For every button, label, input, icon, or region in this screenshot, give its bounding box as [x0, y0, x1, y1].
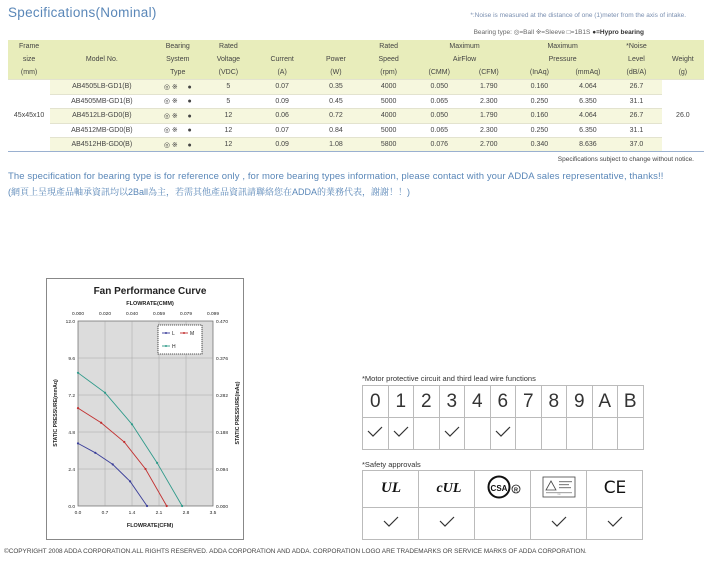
series-point-L: [94, 452, 96, 454]
model-cell: AB4512MB-GD0(B): [50, 123, 153, 138]
model-cell: AB4505LB-GD1(B): [50, 80, 153, 95]
series-point-H: [104, 392, 106, 394]
col-power: Power: [310, 53, 363, 66]
y-tick-label: 9.6: [68, 356, 75, 362]
y-tick-label: 7.2: [68, 393, 75, 399]
col-weight: Weight: [662, 53, 704, 66]
function-code-cell: 9: [567, 386, 593, 418]
copyright-footer: ©COPYRIGHT 2008 ADDA CORPORATION.ALL RIGHTS RESERVED. ADDA CORPORATION AND ADDA. CORPORATION LOGO ARE TRADEMARKS OR SERVICE MARKS OF ADDA CORPORATION.: [4, 548, 587, 555]
y2-tick-label: 0.188: [216, 430, 229, 436]
table-row: 45x45x10 AB4505LB-GD1(B) ◎ ※ ● 5 0.07 0.35 4000 0.050 1.790 0.160 4.064 26.7 26.0: [8, 80, 704, 95]
model-cell: AB4505MB-GD1(B): [50, 94, 153, 109]
top-axis-label: FLOWRATE(CMM): [126, 301, 174, 307]
table-row: AB4505MB-GD1(B) ◎ ※ ● 5 0.09 0.45 5000 0.065 2.300 0.250 6.350 31.1: [8, 94, 704, 109]
legend-label: L: [172, 330, 175, 337]
function-code-cell: 0: [363, 386, 389, 418]
header-row-2: size Model No. System Voltage Current Power Speed AirFlow Pressure Level Weight: [8, 53, 704, 66]
y-tick-label: 0.0: [68, 504, 75, 510]
series-point-L: [77, 442, 79, 444]
ce-icon: [598, 475, 632, 499]
approval-check-cell: [531, 508, 587, 540]
y2-tick-label: 0.094: [216, 467, 229, 473]
bearing-cell: ◎ ※ ●: [154, 109, 203, 124]
bearing-legend-hypro: ●=Hypro bearing: [592, 29, 644, 36]
header-row-3: (mm) Type (VDC) (A) (W) (rpm) (CMM) (CFM) (InAq) (mmAq) (dB/A) (g): [8, 66, 704, 80]
function-check-cell: [490, 418, 516, 450]
series-point-L: [146, 505, 148, 507]
ul-logo-cell: [363, 471, 419, 508]
top-tick-label: 0.020: [98, 312, 112, 317]
top-tick-label: 0.040: [125, 312, 139, 317]
chart-legend: [158, 325, 202, 354]
legend-label: M: [190, 330, 195, 337]
x-tick-label: 2.8: [182, 511, 190, 516]
function-code-cell: B: [618, 386, 644, 418]
svg-text:UL: UL: [380, 479, 401, 496]
specifications-table: [8, 40, 704, 152]
legend-marker: [165, 332, 167, 334]
ul-icon: [371, 475, 411, 499]
series-point-M: [123, 441, 125, 443]
function-code-cell: 7: [516, 386, 542, 418]
function-check-cell: [618, 418, 644, 450]
approval-check-cell: [419, 508, 475, 540]
csa-logo-cell: [475, 471, 531, 508]
cul-icon: [425, 475, 469, 499]
function-check-cell: [516, 418, 542, 450]
safety-approval-grid: [362, 470, 643, 540]
y2-axis-label: STATIC PRESSURE(inAq): [235, 381, 241, 445]
function-check-cell: [439, 418, 465, 450]
top-tick-label: 0.099: [206, 312, 220, 317]
top-tick-label: 0.079: [179, 312, 193, 317]
csa-icon: [482, 474, 524, 500]
model-cell: AB4512LB-GD0(B): [50, 109, 153, 124]
y-tick-label: 12.0: [65, 319, 75, 325]
y2-tick-label: 0.000: [216, 504, 229, 510]
check-icon: [393, 426, 409, 438]
function-check-cell: [363, 418, 389, 450]
series-point-H: [181, 505, 183, 507]
x-tick-label: 0.0: [74, 511, 82, 516]
page-title: Specifications(Nominal): [8, 5, 157, 20]
check-icon: [444, 426, 460, 438]
y-tick-label: 4.8: [68, 430, 75, 436]
approval-check-cell: [475, 508, 531, 540]
series-point-M: [77, 407, 79, 409]
col-frame: Frame: [8, 40, 50, 53]
y2-tick-label: 0.376: [216, 356, 229, 362]
function-check-cell: [388, 418, 414, 450]
bearing-type-legend: [474, 28, 644, 36]
safety-approvals-label: *Safety approvals: [362, 460, 421, 469]
col-noise: *Noise: [611, 40, 662, 53]
fan-performance-chart: [46, 278, 244, 540]
function-check-cell: [592, 418, 618, 450]
series-point-M: [166, 505, 168, 507]
series-point-H: [77, 372, 79, 374]
bearing-cell: ◎ ※ ●: [154, 123, 203, 138]
bearing-cell: ◎ ※ ●: [154, 138, 203, 152]
top-tick-label: 0.059: [152, 312, 166, 317]
performance-curve-svg: [47, 279, 243, 539]
x-tick-label: 0.7: [101, 511, 109, 516]
function-code-cell: 6: [490, 386, 516, 418]
function-code-cell: 8: [541, 386, 567, 418]
bearing-legend-prefix: Bearing type:: [473, 29, 512, 36]
x-tick-label: 3.5: [209, 511, 217, 516]
bearing-cell: ◎ ※ ●: [154, 94, 203, 109]
series-point-M: [144, 468, 146, 470]
x-tick-label: 1.4: [128, 511, 136, 516]
chart-title: Fan Performance Curve: [93, 286, 207, 297]
model-cell: AB4512HB-GD0(B): [50, 138, 153, 152]
col-speed: Rated: [362, 40, 415, 53]
table-row: AB4512MB-GD0(B) ◎ ※ ● 12 0.07 0.84 5000 0.065 2.300 0.250 6.350 31.1: [8, 123, 704, 138]
check-icon: [495, 426, 511, 438]
function-check-cell: [541, 418, 567, 450]
series-point-L: [112, 463, 114, 465]
svg-text:cUL: cUL: [436, 480, 461, 496]
y-tick-label: 2.4: [68, 467, 75, 473]
tuv-logo-cell: [531, 471, 587, 508]
series-point-L: [129, 480, 131, 482]
subject-to-change-note: Specifications subject to change without notice.: [557, 156, 694, 163]
svg-text:CE: CE: [603, 477, 626, 498]
col-model: Model No.: [50, 53, 153, 66]
col-airflow: Maximum: [415, 40, 514, 53]
function-check-cell: [414, 418, 440, 450]
svg-text:TUV: TUV: [557, 494, 560, 496]
noise-footnote: *:Noise is measured at the distance of one (1)meter from the axis of intake.: [470, 12, 686, 19]
table-row: AB4512HB-GD0(B) ◎ ※ ● 12 0.09 1.08 5800 0.076 2.700 0.340 8.636 37.0: [8, 138, 704, 152]
series-point-H: [131, 423, 133, 425]
col-voltage: Rated: [202, 40, 255, 53]
function-check-cell: [567, 418, 593, 450]
bearing-cell: ◎ ※ ●: [154, 80, 203, 95]
table-row: AB4512LB-GD0(B) ◎ ※ ● 12 0.06 0.72 4000 0.050 1.790 0.160 4.064 26.7: [8, 109, 704, 124]
x-tick-label: 2.1: [155, 511, 163, 516]
bearing-legend-items: ◎=Ball ※=Sleeve □=1B1S: [513, 29, 591, 36]
y-axis-label: STATIC PRESSURE(mmAq): [53, 379, 59, 447]
weight-cell: 26.0: [662, 80, 704, 152]
function-code-cell: 2: [414, 386, 440, 418]
svg-text:R: R: [513, 487, 518, 493]
frame-size-cell: 45x45x10: [8, 80, 50, 152]
divider: [8, 151, 704, 152]
col-pressure: Maximum: [514, 40, 611, 53]
y2-tick-label: 0.282: [216, 393, 229, 399]
function-code-cell: A: [592, 386, 618, 418]
y2-tick-label: 0.470: [216, 319, 229, 325]
bearing-reference-note: The specification for bearing type is for reference only , for more bearing types information, please contact with your ADDA sales representative, thanks!!: [8, 171, 664, 182]
legend-marker: [183, 332, 185, 334]
check-icon: [551, 516, 567, 528]
col-bearing: Bearing: [154, 40, 203, 53]
series-point-M: [100, 422, 102, 424]
motor-functions-label: *Motor protective circuit and third lead wire functions: [362, 374, 536, 383]
header-row-1: [8, 40, 704, 53]
tuv-icon: [542, 475, 576, 499]
series-point-H: [156, 462, 158, 464]
approval-check-cell: [587, 508, 643, 540]
bearing-reference-note-chinese: (網頁上呈現產品軸承資訊均以2Ball為主，若需其他產品資訊請聯絡您在ADDA的業務代表，謝謝！！): [8, 187, 411, 197]
check-icon: [439, 516, 455, 528]
function-check-cell: [465, 418, 491, 450]
motor-function-grid: [362, 385, 644, 450]
check-icon: [367, 426, 383, 438]
svg-text:CSA: CSA: [490, 483, 507, 493]
col-current: Current: [255, 53, 310, 66]
function-code-cell: 1: [388, 386, 414, 418]
approval-check-cell: [363, 508, 419, 540]
x-axis-label: FLOWRATE(CFM): [126, 523, 174, 529]
legend-marker: [165, 345, 167, 347]
function-code-cell: 3: [439, 386, 465, 418]
check-icon: [607, 516, 623, 528]
function-code-cell: 4: [465, 386, 491, 418]
cul-logo-cell: [419, 471, 475, 508]
legend-label: H: [172, 343, 176, 350]
ce-logo-cell: [587, 471, 643, 508]
top-tick-label: 0.000: [71, 312, 85, 317]
check-icon: [383, 516, 399, 528]
